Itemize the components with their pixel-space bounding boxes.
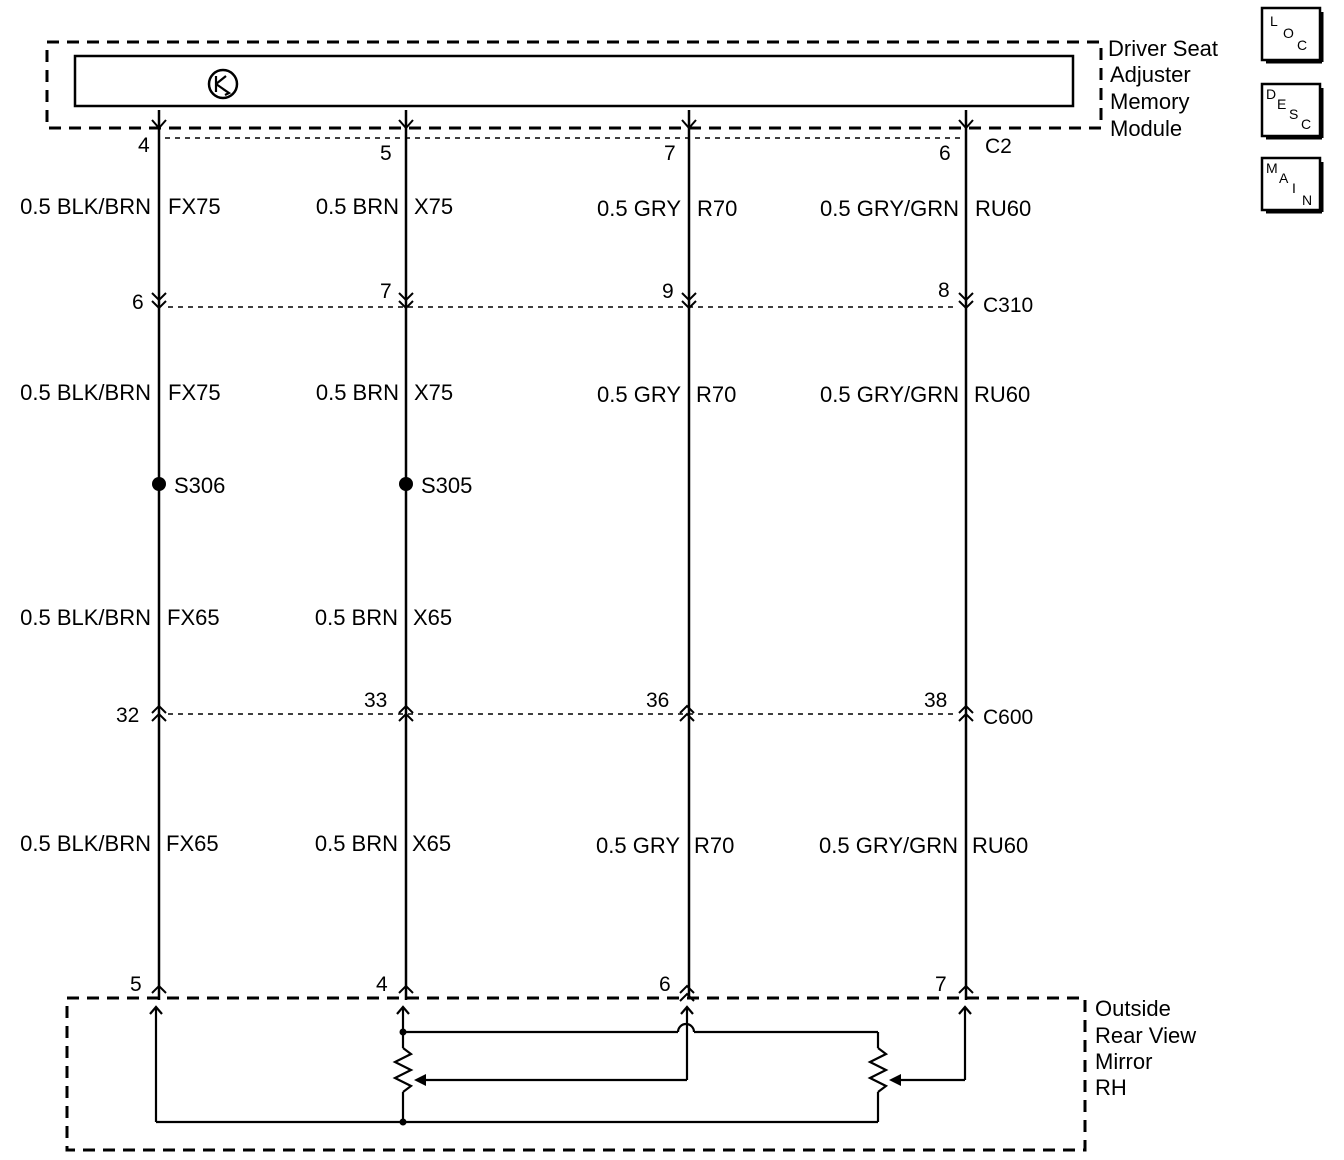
loc-letter-2: O [1283, 25, 1294, 41]
connector-c2-label: C2 [985, 135, 1012, 158]
wire-1-color-label: 0.5 BLK/BRN [20, 194, 151, 219]
splice-s306-label: S306 [174, 473, 226, 498]
wire-4-circuit-label: RU60 [975, 196, 1032, 221]
wire-2-color-label: 0.5 BRN [315, 380, 399, 405]
wire-4-color-label: 0.5 GRY/GRN [819, 833, 958, 858]
driver-seat-adjuster-memory-module [47, 36, 1218, 141]
module-name-line-1: Driver Seat [1108, 36, 1219, 61]
wire-1-circuit-label: FX75 [168, 194, 221, 219]
electrostatic-sensitive-icon [209, 70, 237, 98]
desc-letter-3: S [1289, 106, 1299, 122]
wire-4-mirror-pin: 7 [935, 973, 947, 996]
wire-3-color-label: 0.5 GRY [597, 382, 681, 407]
wire-2-color-label: 0.5 BRN [314, 605, 398, 630]
loc-letter-3: C [1297, 37, 1308, 53]
splice-s306-dot [152, 477, 166, 491]
wire-3-c2-pin: 7 [664, 142, 676, 165]
wire-1-c600-pin: 32 [116, 704, 140, 727]
connector-c310-label: C310 [983, 294, 1034, 317]
splice-s305-dot [399, 477, 413, 491]
wire-4-c310-pin: 8 [938, 279, 950, 302]
desc-letter-4: C [1301, 116, 1312, 132]
wire-4-c600-pin: 38 [924, 689, 948, 712]
wire-3-circuit-label: R70 [697, 196, 738, 221]
wire-2-circuit-label: X75 [414, 194, 454, 219]
wire-2-c600-pin: 33 [364, 689, 388, 712]
wire-1-mirror-pin: 5 [130, 973, 142, 996]
wire-1-c2-pin: 4 [138, 134, 150, 157]
wire-brn [315, 110, 473, 1000]
wire-1-c310-pin: 6 [132, 291, 144, 314]
wire-4-circuit-label: RU60 [974, 382, 1031, 407]
wire-1-circuit-label: FX65 [166, 831, 219, 856]
wire-4-c2-pin: 6 [939, 142, 951, 165]
wire-blk-brn [20, 110, 225, 1000]
junction-dot-top [400, 1029, 407, 1036]
wire-1-color-label: 0.5 BLK/BRN [20, 831, 151, 856]
wire-4-circuit-label: RU60 [972, 833, 1029, 858]
wire-gry [596, 110, 737, 1001]
main-letter-1: M [1266, 160, 1278, 176]
wire-4-color-label: 0.5 GRY/GRN [820, 196, 959, 221]
module-name-line-4: Module [1110, 116, 1183, 141]
wire-1-circuit-label: FX65 [167, 605, 220, 630]
wire-3-circuit-label: R70 [694, 833, 735, 858]
wire-3-c310-pin: 9 [662, 280, 674, 303]
wire-3-mirror-pin: 6 [659, 973, 671, 996]
wire-3-color-label: 0.5 GRY [597, 196, 681, 221]
junction-dot-bottom [400, 1119, 407, 1126]
wire-2-color-label: 0.5 BRN [315, 194, 399, 219]
main-letter-3: I [1292, 180, 1296, 196]
outside-rear-view-mirror-rh [67, 996, 1196, 1150]
desc-button[interactable] [1262, 84, 1322, 138]
wire-2-circuit-label: X65 [413, 605, 453, 630]
wire-2-c310-pin: 7 [380, 280, 392, 303]
wire-2-circuit-label: X75 [414, 380, 454, 405]
mirror-name-line-3: Mirror [1095, 1049, 1153, 1074]
wire-2-mirror-pin: 4 [376, 973, 388, 996]
mirror-name-line-1: Outside [1095, 996, 1171, 1021]
desc-letter-1: D [1266, 86, 1277, 102]
main-letter-4: N [1302, 192, 1313, 208]
splice-s305-label: S305 [421, 473, 473, 498]
module-name-line-2: Adjuster [1110, 62, 1191, 87]
main-letter-2: A [1279, 170, 1289, 186]
loc-letter-1: L [1270, 13, 1278, 29]
mirror-name-line-2: Rear View [1095, 1023, 1197, 1048]
wiper-arrow-2 [889, 1074, 901, 1086]
wire-3-color-label: 0.5 GRY [596, 833, 680, 858]
wire-3-circuit-label: R70 [696, 382, 737, 407]
wire-2-color-label: 0.5 BRN [314, 831, 398, 856]
wire-gry-grn [819, 110, 1034, 1000]
module-name-line-3: Memory [1110, 89, 1190, 114]
wire-1-color-label: 0.5 BLK/BRN [20, 380, 151, 405]
loc-button[interactable] [1262, 8, 1322, 62]
desc-letter-2: E [1277, 96, 1287, 112]
mirror-name-line-4: RH [1095, 1075, 1127, 1100]
connector-c600-label: C600 [983, 706, 1034, 729]
wire-4-color-label: 0.5 GRY/GRN [820, 382, 959, 407]
wire-2-c2-pin: 5 [380, 142, 392, 165]
wire-1-circuit-label: FX75 [168, 380, 221, 405]
wiper-arrow-1 [414, 1074, 426, 1086]
wire-3-c600-pin: 36 [646, 689, 670, 712]
main-button[interactable] [1262, 158, 1322, 212]
mirror-internal-circuit [150, 1007, 971, 1122]
wire-1-color-label: 0.5 BLK/BRN [20, 605, 151, 630]
wire-2-circuit-label: X65 [412, 831, 452, 856]
